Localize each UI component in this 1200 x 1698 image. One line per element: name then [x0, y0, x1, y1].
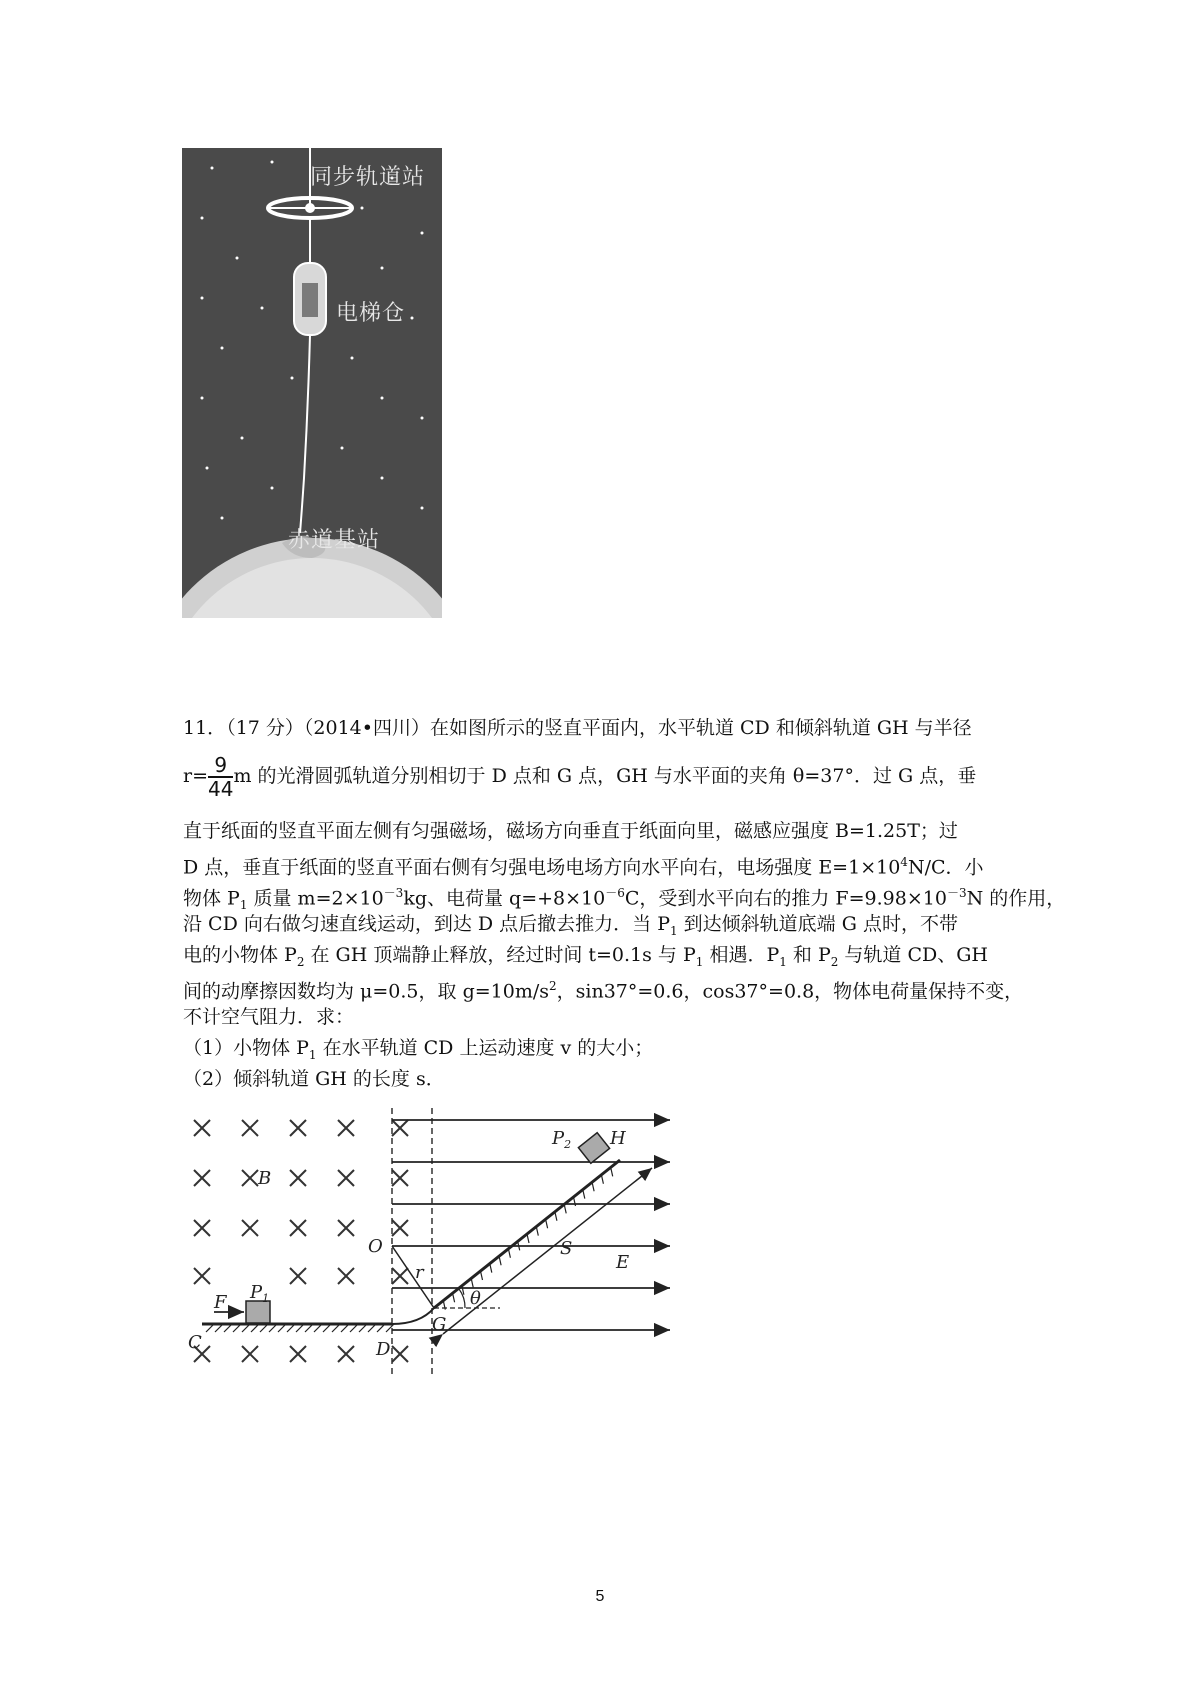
question-number: 11．: [183, 717, 227, 739]
page-number: 5: [595, 1588, 605, 1605]
label-theta: θ: [470, 1288, 481, 1309]
hatch-stroke: [490, 1264, 492, 1273]
hatch-stroke: [564, 1204, 566, 1213]
label-o: O: [368, 1236, 383, 1257]
angle-arc: [459, 1289, 465, 1308]
hatch-stroke: [601, 1175, 603, 1184]
label-h: H: [610, 1128, 626, 1149]
question-line-6: 沿 CD 向右做匀速直线运动，到达 D 点后撤去推力．当 $P_1$ 到达倾斜轨道底端 G 点时，不带: [183, 913, 958, 938]
label-c: C: [188, 1332, 202, 1353]
hatch-stroke: [453, 1293, 455, 1302]
question-line-9: 不计空气阻力．求：: [183, 1006, 355, 1028]
question-line-4: D 点，垂直于纸面的竖直平面右侧有匀强电场电场方向水平向右，电场强度 $E=1\times 10^4N/C$．小: [183, 855, 984, 879]
station-label: 同步轨道站: [310, 165, 426, 190]
hatch-stroke: [471, 1278, 473, 1287]
label-p2: $P_2$: [552, 1128, 572, 1151]
stars: [201, 161, 424, 520]
label-b: B: [258, 1168, 272, 1189]
length-s-arrow: [443, 1168, 652, 1334]
hatch-stroke: [481, 1271, 483, 1280]
question-source: （2014•四川）: [303, 717, 430, 739]
arc-track: [392, 1308, 434, 1324]
elevator-label: 电梯仓: [336, 301, 406, 326]
base-label: 赤道基站: [288, 528, 381, 553]
physics-diagram: [180, 1108, 680, 1388]
hatch-stroke: [527, 1234, 529, 1243]
hatch-stroke: [611, 1167, 613, 1176]
label-s: S: [560, 1238, 573, 1259]
space-elevator-figure: [182, 148, 442, 618]
hatch-stroke: [546, 1219, 548, 1228]
question-points: （17 分）: [226, 717, 304, 739]
label-f: F: [214, 1292, 227, 1313]
question-line-2: r= $\frac{9}{44}$ m 的光滑圆弧轨道分别相切于 D 点和 G 点，GH 与水平面的夹角 θ=37°．过 G 点，垂: [183, 753, 977, 801]
hatch-stroke: [499, 1256, 501, 1265]
hatch-stroke: [592, 1182, 594, 1191]
elevator-cabin: [294, 263, 326, 335]
label-g: G: [432, 1314, 447, 1335]
hatch-stroke: [536, 1227, 538, 1236]
lower-cable: [300, 335, 310, 533]
radius-fraction: $\frac{9}{44}$: [208, 753, 234, 801]
question-line-1: 11．（17 分）（2014•四川）在如图所示的竖直平面内，水平轨道 CD 和倾斜轨道 GH 与半径: [183, 717, 972, 739]
label-p1: $P_1$: [250, 1282, 270, 1305]
hatch-stroke: [508, 1249, 510, 1258]
question-line-3: 直于纸面的竖直平面左侧有匀强磁场，磁场方向垂直于纸面向里，磁感应强度 B=1.25T；过: [183, 820, 958, 842]
hatch-stroke: [583, 1190, 585, 1199]
question-line-8: 间的动摩擦因数均为 μ=0.5，取 $g=10m/s^2$，sin37°=0.6，cos37°=0.8，物体电荷量保持不变，: [183, 979, 1024, 1003]
electric-field-lines: [392, 1120, 670, 1330]
sub-question-1: （1）小物体 $P_1$ 在水平轨道 CD 上运动速度 v 的大小；: [183, 1037, 654, 1062]
label-e: E: [616, 1252, 630, 1273]
label-d: D: [376, 1339, 391, 1360]
block-p2: [578, 1133, 609, 1164]
hatch-stroke: [555, 1212, 557, 1221]
sub-question-2: （2）倾斜轨道 GH 的长度 s．: [183, 1068, 445, 1090]
question-line-5: 物体 $P_1$ 质量 $m=2\times 10^{-3}kg$、电荷量 $q=+8\times 10^{-6}C$，受到水平向右的推力 $F=9.98\times 10^{-3}N$ 的作用，: [183, 886, 1066, 913]
question-line-7: 电的小物体 $P_2$ 在 GH 顶端静止释放，经过时间 t=0.1s 与 $P_1$ 相遇．$P_1$ 和 $P_2$ 与轨道 CD、GH: [183, 944, 988, 969]
label-r: r: [415, 1262, 424, 1283]
